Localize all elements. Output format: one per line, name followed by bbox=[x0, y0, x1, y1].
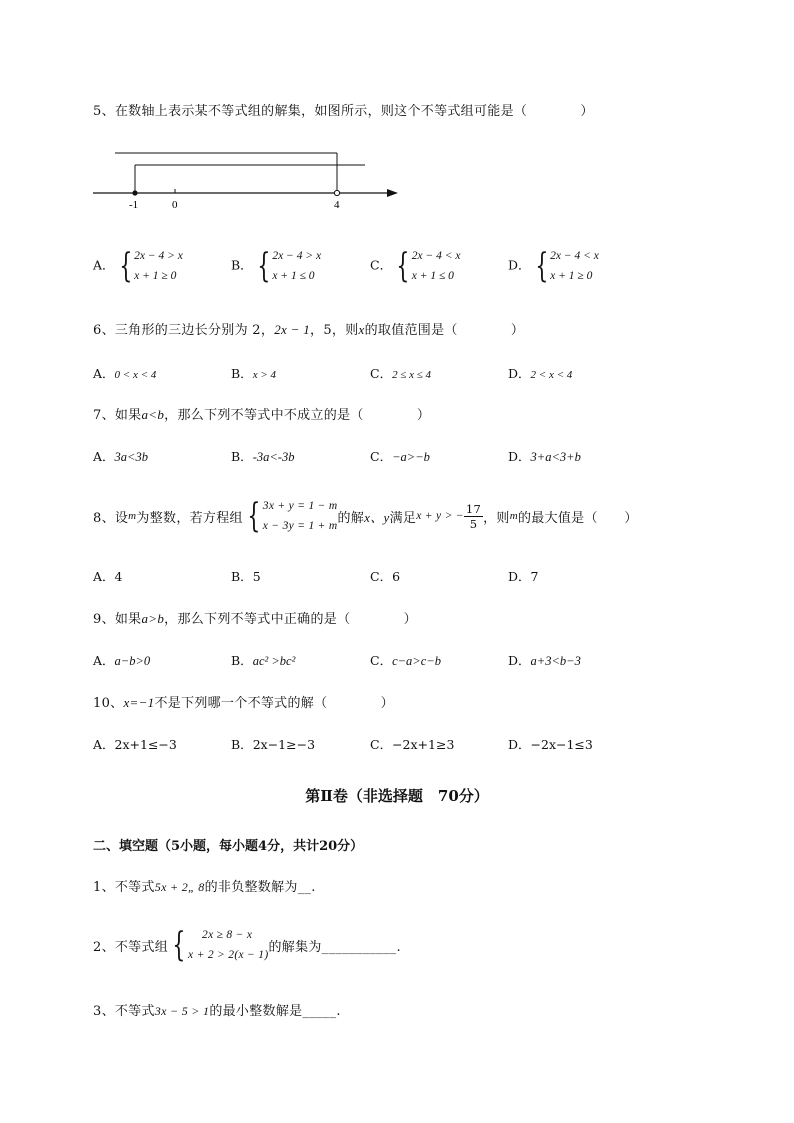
q8-option-d[interactable]: D．7 bbox=[508, 569, 539, 584]
fill-in-section-title: 二、填空题（5小题，每小题4分，共计20分） bbox=[93, 839, 364, 854]
fill-q1: 1、不等式5x + 2„ 8的非负整数解为__. bbox=[93, 880, 316, 895]
q9-option-a[interactable]: A．a−b>0 bbox=[93, 653, 151, 668]
q8-option-b[interactable]: B．5 bbox=[231, 569, 261, 584]
q5-option-b[interactable]: B． { 2x − 4 > x x + 1 ≤ 0 bbox=[231, 246, 322, 286]
q7-option-d[interactable]: D．3+a<3+b bbox=[508, 449, 581, 464]
q7-option-a[interactable]: A．3a<3b bbox=[93, 449, 148, 464]
q7-option-b[interactable]: B．-3a<-3b bbox=[231, 449, 295, 464]
q10-option-d[interactable]: D．−2x−1≤3 bbox=[508, 737, 593, 752]
closed-dot bbox=[132, 190, 137, 195]
q8-option-a[interactable]: A．4 bbox=[93, 569, 123, 584]
fill-q3: 3、不等式3x − 5 > 1的最小整数解是_____. bbox=[93, 1004, 341, 1019]
q7-stem: 7、如果a<b，那么下列不等式中不成立的是（ ） bbox=[93, 407, 431, 423]
q6-option-a[interactable]: A．0 < x < 4 bbox=[93, 366, 157, 381]
q8-option-c[interactable]: C．6 bbox=[370, 569, 401, 584]
q7-option-c[interactable]: C．−a>−b bbox=[370, 449, 430, 464]
label-four: 4 bbox=[334, 199, 340, 211]
label-minus-one: -1 bbox=[129, 199, 139, 211]
q5-option-c[interactable]: C． { 2x − 4 < x x + 1 ≤ 0 bbox=[370, 246, 461, 286]
q10-option-c[interactable]: C．−2x+1≥3 bbox=[370, 737, 455, 752]
q6-stem: 6、三角形的三边长分别为 2，2x − 1，5，则x的取值范围是（ ） bbox=[93, 322, 525, 338]
q9-option-d[interactable]: D．a+3<b−3 bbox=[508, 653, 581, 668]
q8-stem: 8、设 m 为整数，若方程组 { 3x + y = 1 − m x − 3y = 1 + m 的解 x、y 满足 x + y > − $\frac{17}{5}$ ，则 m 的最大值是（ ） bbox=[93, 496, 638, 536]
q10-option-a[interactable]: A．2x+1≤−3 bbox=[93, 737, 177, 752]
q5-stem: 5、在数轴上表示某不等式组的解集，如图所示，则这个不等式组可能是（ ） bbox=[93, 104, 594, 119]
number-line-figure bbox=[85, 145, 415, 215]
label-zero: 0 bbox=[172, 199, 178, 211]
q5-option-a[interactable]: A． { 2x − 4 > x x + 1 ≥ 0 bbox=[93, 246, 183, 286]
q6-option-b[interactable]: B．x > 4 bbox=[231, 366, 276, 381]
q6-option-c[interactable]: C．2 ≤ x ≤ 4 bbox=[370, 366, 432, 381]
q10-option-b[interactable]: B．2x−1≥−3 bbox=[231, 737, 316, 752]
q10-stem: 10、x=−1不是下列哪一个不等式的解（ ） bbox=[93, 695, 394, 711]
q6-option-d[interactable]: D．2 < x < 4 bbox=[508, 366, 573, 381]
axis-arrow bbox=[387, 189, 398, 197]
part-two-title: 第Ⅱ卷（非选择题 70分） bbox=[305, 787, 489, 805]
q9-stem: 9、如果a>b，那么下列不等式中正确的是（ ） bbox=[93, 611, 417, 627]
fill-q2: 2、不等式组 { 2x ≥ 8 − x x + 2 > 2(x − 1) 的解集为___________. bbox=[93, 925, 401, 965]
q9-option-b[interactable]: B．ac² >bc² bbox=[231, 653, 296, 668]
q5-option-d[interactable]: D． { 2x − 4 < x x + 1 ≥ 0 bbox=[508, 246, 599, 286]
q9-option-c[interactable]: C．c−a>c−b bbox=[370, 653, 441, 668]
open-dot bbox=[334, 190, 339, 195]
